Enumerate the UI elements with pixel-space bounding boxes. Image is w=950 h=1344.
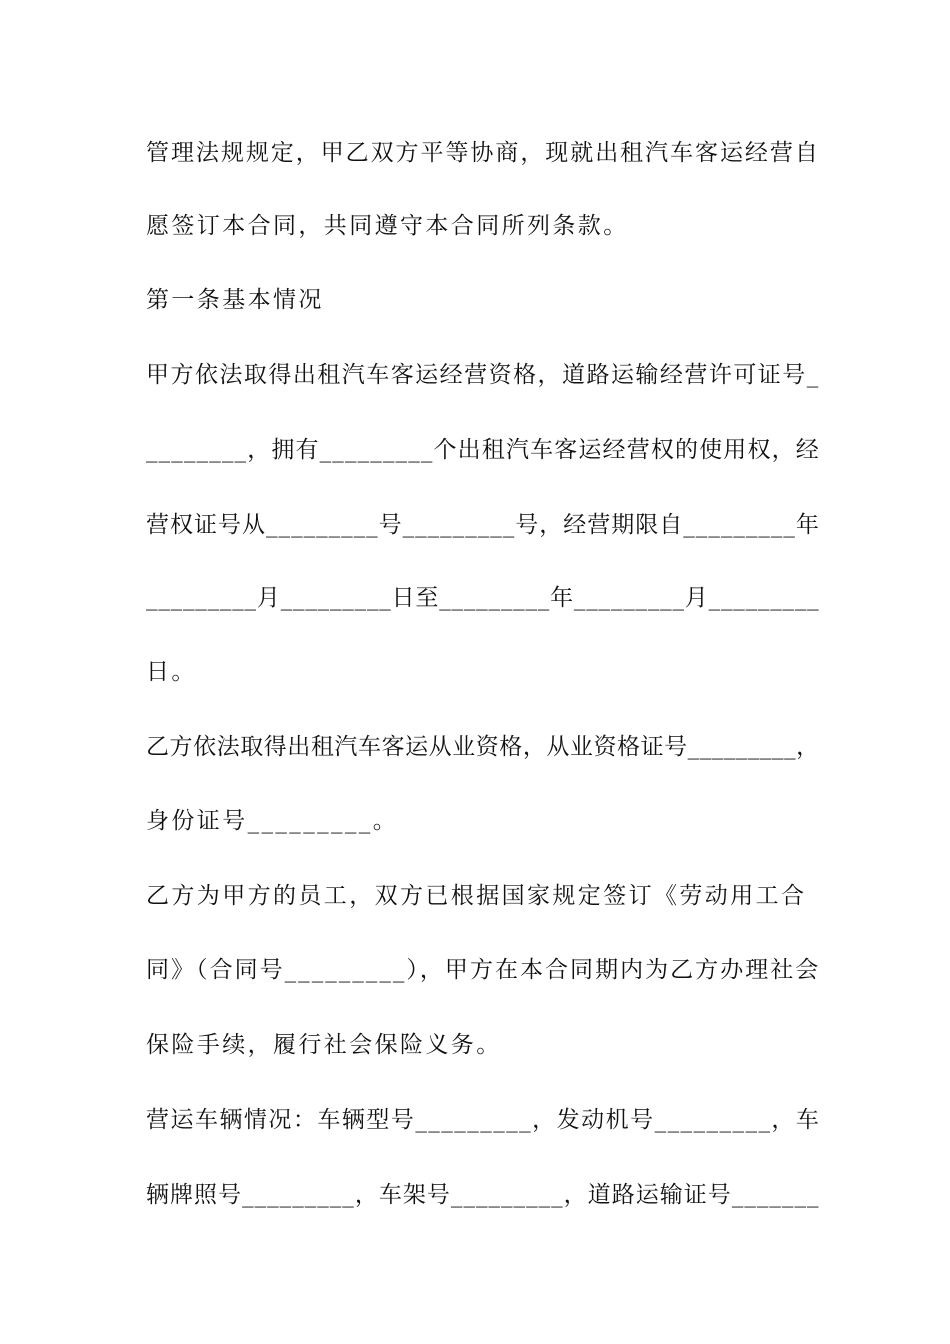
- section-heading: 第一条基本情况: [146, 287, 324, 313]
- paragraph-line: 甲方依法取得出租汽车客运经营资格，道路运输经营许可证号_: [146, 362, 820, 388]
- paragraph-line: 管理法规规定，甲乙双方平等协商，现就出租汽车客运经营自: [146, 140, 820, 166]
- paragraph-line: 同》（合同号_________），甲方在本合同期内为乙方办理社会: [146, 957, 821, 983]
- paragraph-line: 乙方依法取得出租汽车客运从业资格，从业资格证号_________，: [146, 734, 820, 760]
- paragraph-line: _________月_________日至_________年_________月_________: [146, 585, 820, 611]
- paragraph-line: 身份证号_________。: [146, 808, 399, 834]
- paragraph-line: ________，拥有_________个出租汽车客运经营权的使用权，经: [146, 437, 820, 463]
- paragraph-line: 营权证号从_________号_________号，经营期限自_________年: [146, 512, 820, 538]
- paragraph-line: 辆牌照号_________，车架号_________，道路运输证号_______: [146, 1182, 820, 1208]
- paragraph-line: 营运车辆情况：车辆型号_________，发动机号_________，车: [146, 1107, 821, 1133]
- paragraph-line: 乙方为甲方的员工，双方已根据国家规定签订《劳动用工合: [146, 883, 807, 909]
- paragraph-line: 愿签订本合同，共同遵守本合同所列条款。: [146, 213, 629, 239]
- paragraph-line: 保险手续，履行社会保险义务。: [146, 1032, 502, 1058]
- paragraph-line: 日。: [146, 659, 197, 685]
